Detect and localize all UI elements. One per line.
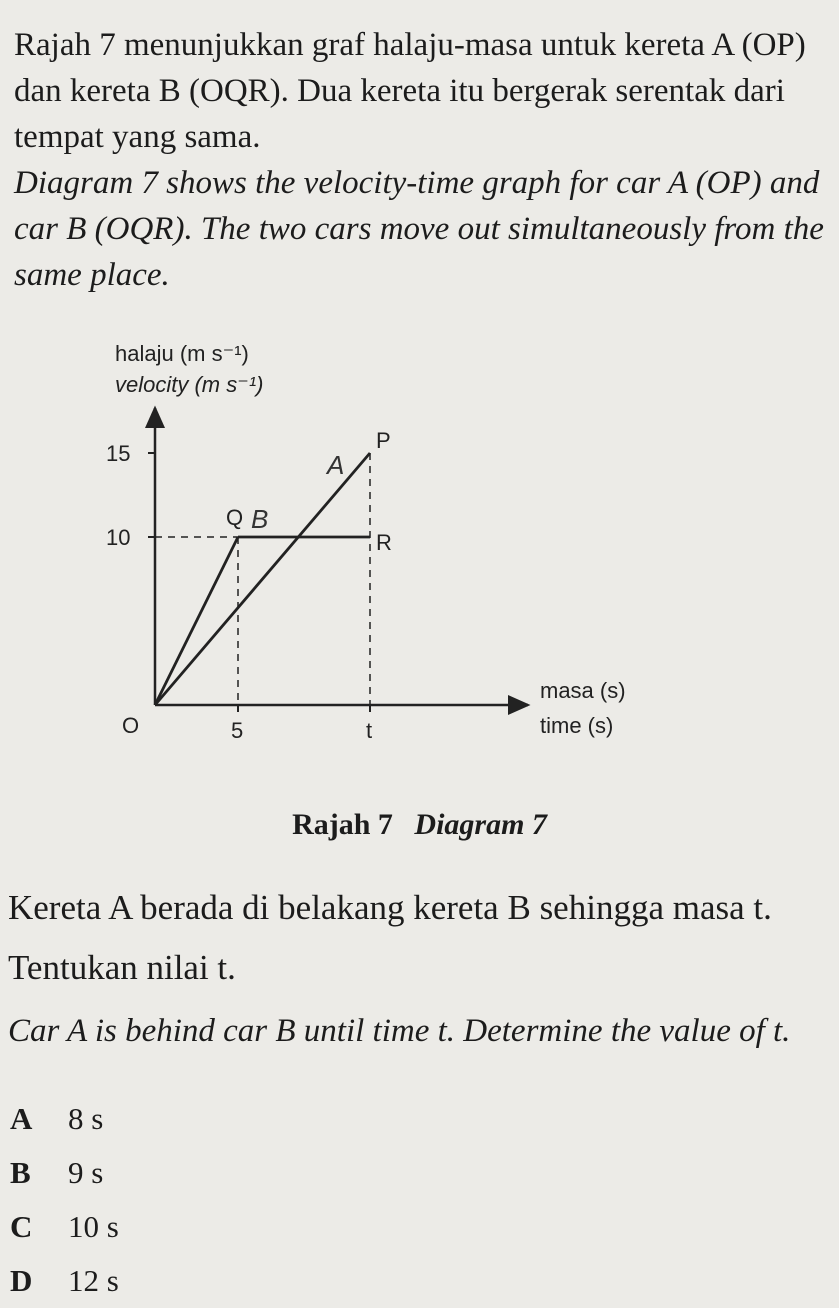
y-label-malay: halaju (m s⁻¹) xyxy=(115,341,249,366)
option-d[interactable] xyxy=(10,1254,119,1308)
line-car-a-op xyxy=(155,453,370,705)
point-p-label: P xyxy=(376,428,391,453)
option-text: 9 s xyxy=(68,1155,104,1190)
question-malay: Kereta A berada di belakang kereta B sehingga masa t. Tentukan nilai t. xyxy=(8,888,772,987)
question-english: Car A is behind car B until time t. Determine the value of t. xyxy=(8,1013,791,1049)
option-b[interactable] xyxy=(10,1146,119,1200)
option-letter: B xyxy=(10,1155,31,1190)
x-tick-label-5: 5 xyxy=(231,718,244,743)
caption-malay: Rajah 7 xyxy=(292,808,393,841)
answer-options xyxy=(10,1092,119,1308)
caption-english: Diagram 7 xyxy=(414,808,547,841)
handwritten-b-label: B xyxy=(251,504,269,534)
option-a[interactable] xyxy=(10,1092,119,1146)
x-label-malay: masa (s) xyxy=(540,678,626,703)
point-r-label: R xyxy=(376,530,392,555)
x-label-english: time (s) xyxy=(540,713,614,738)
option-text: 12 s xyxy=(68,1263,119,1298)
intro-english: Diagram 7 shows the velocity-time graph for car A (OP) and car B (OQR). The two cars move out simultaneously from the same place. xyxy=(14,165,824,293)
y-label-english: velocity (m s⁻¹) xyxy=(115,372,264,397)
y-tick-label-10: 10 xyxy=(106,525,131,550)
option-text: 10 s xyxy=(68,1209,119,1244)
origin-label: O xyxy=(122,713,140,738)
x-tick-label-t: t xyxy=(366,718,373,743)
diagram-caption xyxy=(0,808,839,842)
handwritten-a-label: A xyxy=(327,450,345,480)
intro-malay: Rajah 7 menunjukkan graf halaju-masa untuk kereta A (OP) dan kereta B (OQR). Dua kereta itu bergerak serentak dari tempat yang sama. xyxy=(14,27,806,155)
option-letter: C xyxy=(10,1209,33,1244)
option-c[interactable] xyxy=(10,1200,119,1254)
option-letter: A xyxy=(10,1101,33,1136)
option-letter: D xyxy=(10,1263,33,1298)
y-tick-label-15: 15 xyxy=(106,441,131,466)
option-text: 8 s xyxy=(68,1101,104,1136)
point-q-label: Q xyxy=(226,505,244,530)
